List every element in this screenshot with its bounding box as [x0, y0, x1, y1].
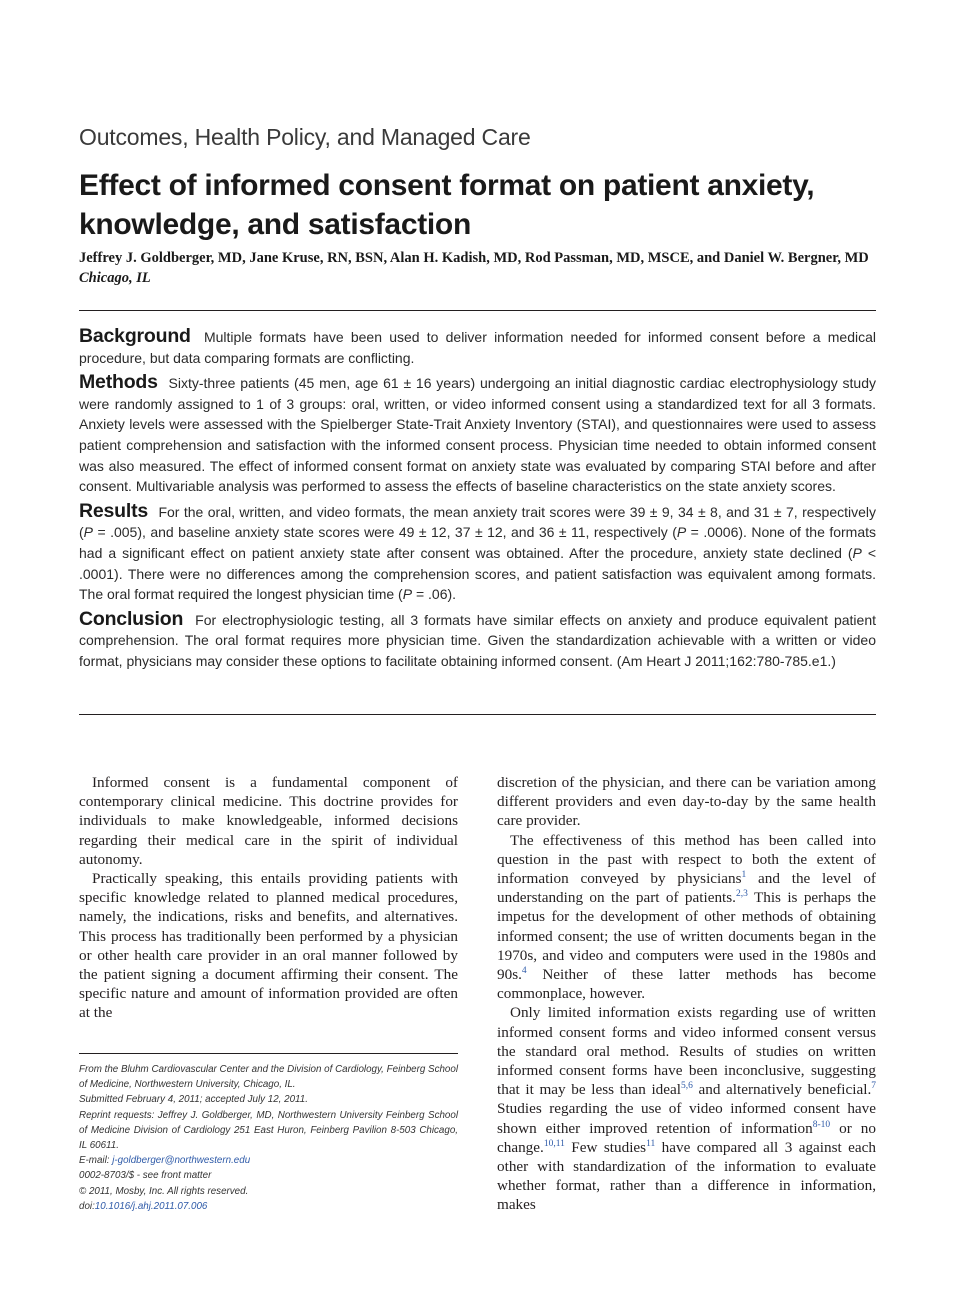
- citation-ref[interactable]: 4: [521, 965, 527, 976]
- author-location: Chicago, IL: [79, 270, 151, 286]
- body-paragraph: Practically speaking, this entails providing patients with specific knowledge related to planned medical procedures, namely, the indications, risks and benefits, and alternatives. This process has traditionally been performed by a physician or other health care provider in an oral manner followed by the patient signing a document affirming their consent. The specific nature and amount of information provided are often at the: [79, 870, 458, 1022]
- methods-text: Sixty-three patients (45 men, age 61 ± 16 years) undergoing an initial diagnostic cardiac electrophysiology study were randomly assigned to 1 of 3 groups: oral, written, or video informed consent using a standardized text for all 3 formats. Anxiety levels were assessed with the Spielberger State-Trait Anxiety Inventory (STAI), and questionnaires were used to assess patient comprehension and satisfaction with the informed consent process. Physician time needed to obtain informed consent was also measured. The effect of informed consent format on anxiety state was evaluated by comparing STAI before and after consent. Multivariable analysis was performed to assess the effects of baseline characteristics on the state anxiety scores.: [79, 375, 876, 495]
- text-run: Only limited information exists regarding use of written informed consent forms and video informed consent versus the standard oral method. Results of studies on written informed consent forms have been inconclusive, suggesting that it may be less than ideal: [497, 1004, 876, 1099]
- p-value-symbol: P: [83, 524, 94, 541]
- email-label: E-mail:: [79, 1155, 113, 1167]
- body-paragraph: discretion of the physician, and there can be variation among different providers and even day-to-day by the same health care provider.: [497, 774, 876, 830]
- abstract-methods: [79, 372, 876, 497]
- background-label: Background: [79, 325, 191, 347]
- text-run: Few studies: [564, 1138, 647, 1156]
- p-value-symbol: P: [852, 544, 862, 561]
- body-paragraph: [497, 1003, 876, 1214]
- footnote-dates: Submitted February 4, 2011; accepted July 12, 2011.: [79, 1094, 308, 1106]
- text-run: have compared all 3 against each other with standardization of the information to evaluate whether format, rather than a difference in information, makes: [497, 1138, 876, 1214]
- conclusion-label: Conclusion: [79, 607, 184, 630]
- body-paragraph: [497, 831, 876, 1004]
- citation-ref[interactable]: 7: [871, 1081, 876, 1092]
- text-run: Neither of these latter methods has become commonplace, however.: [497, 966, 876, 1003]
- results-text-4: < .0001). There were no differences among the comprehension scores, and patient satisfaction was equivalent among formats. The oral format required the longest physician time (: [79, 544, 876, 603]
- p-value-symbol: P: [676, 524, 687, 541]
- text-run: and alternatively beneficial.: [692, 1081, 872, 1099]
- citation-ref[interactable]: 10,11: [543, 1138, 565, 1149]
- text-run: This is perhaps the impetus for the development of other methods of obtaining informed consent; the use of written documents began in the 1970s, and video and computers were used in the 1980s and 90s.: [497, 889, 876, 984]
- methods-label: Methods: [79, 371, 158, 394]
- citation-ref[interactable]: 8-10: [812, 1119, 831, 1130]
- citation-ref[interactable]: 11: [646, 1138, 656, 1149]
- section-heading: Outcomes, Health Policy, and Managed Care: [79, 124, 531, 150]
- footnote-affiliation: From the Bluhm Cardiovascular Center and the Division of Cardiology, Feinberg School of Medicine, Northwestern University, Chicago, IL.: [79, 1064, 458, 1091]
- footnote-issn: 0002-8703/$ - see front matter: [79, 1170, 212, 1182]
- text-run: Studies regarding the use of video informed consent have shown either improved retention of information: [497, 1100, 876, 1137]
- article-title: Effect of informed consent format on patient anxiety, knowledge, and satisfaction: [79, 169, 815, 241]
- results-text-5: = .06).: [412, 586, 457, 603]
- body-paragraph: Informed consent is a fundamental component of contemporary clinical medicine. This doctrine provides for individuals to make knowledgeable, informed decisions regarding their medical care in the spirit of individual autonomy.: [79, 774, 458, 868]
- doi-label: doi:: [79, 1200, 95, 1212]
- body-column-right: [497, 773, 876, 1215]
- results-text-1: For the oral, written, and video formats, the mean anxiety trait scores were 39 ± 9, 34 ± 8, and 31 ± 7, respectively (: [79, 503, 876, 541]
- text-run: The effectiveness of this method has been called into question in the past with respect to both the extent of information conveyed by physicians: [497, 831, 876, 888]
- abstract-top-rule: [79, 310, 876, 311]
- citation-ref[interactable]: 1: [741, 869, 747, 880]
- citation-ref[interactable]: 2,3: [735, 889, 748, 900]
- footnote-doi: [79, 1199, 458, 1214]
- results-text-2: = .005), and baseline anxiety state scores were 49 ± 12, 37 ± 12, and 36 ± 11, respectively (: [93, 524, 677, 541]
- conclusion-text: For electrophysiologic testing, all 3 formats have similar effects on anxiety and produce equivalent patient comprehension. The oral format requires more physician time. Given the standardization achievable with a written or video format, physicians may consider these options to facilitate obtaining informed consent. (Am Heart J 2011;162:780-785.e1.): [79, 611, 877, 669]
- footnote-reprint: Reprint requests: Jeffrey J. Goldberger, MD, Northwestern University Feinberg School of Medicine Division of Cardiology 251 East Huron, Feinberg Pavilion 8-503 Chicago, IL 60611.: [79, 1109, 458, 1152]
- text-run: or no change.: [497, 1119, 876, 1156]
- text-run: and the level of understanding on the part of patients.: [497, 870, 876, 907]
- footnote-copyright: © 2011, Mosby, Inc. All rights reserved.: [79, 1185, 249, 1197]
- authors-names: Jeffrey J. Goldberger, MD, Jane Kruse, RN, BSN, Alan H. Kadish, MD, Rod Passman, MD, MSCE, and Daniel W. Bergner, MD: [79, 250, 869, 266]
- p-value-symbol: P: [402, 586, 413, 603]
- abstract-results: [79, 501, 876, 605]
- doi-link[interactable]: 10.1016/j.ahj.2011.07.006: [94, 1200, 208, 1212]
- background-text: Multiple formats have been used to deliver information needed for informed consent before a medical procedure, but data comparing formats are conflicting.: [79, 329, 877, 366]
- abstract-background: [79, 326, 876, 368]
- footnote-email: [79, 1153, 458, 1168]
- citation-ref[interactable]: 5,6: [680, 1081, 693, 1092]
- body-column-left: [79, 773, 458, 1023]
- author-list: [79, 248, 879, 288]
- email-link[interactable]: j-goldberger@northwestern.edu: [112, 1155, 251, 1167]
- results-label: Results: [79, 499, 149, 522]
- abstract-bottom-rule: [79, 714, 876, 715]
- abstract-conclusion: [79, 609, 876, 672]
- abstract: [79, 326, 876, 676]
- footnote-rule: [79, 1053, 458, 1054]
- footnotes: [79, 1062, 458, 1214]
- results-text-3: = .0006). None of the formats had a significant effect on patient anxiety state after consent was obtained. After the procedure, anxiety state declined (: [79, 524, 876, 561]
